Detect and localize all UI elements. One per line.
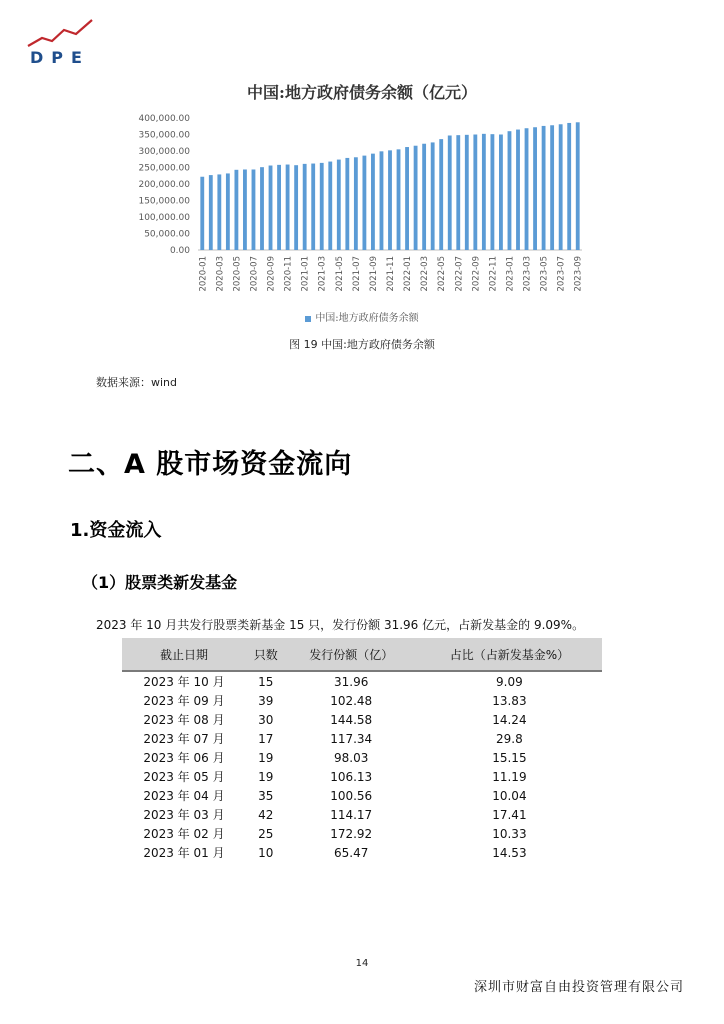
chart-bar-2020-12 <box>294 165 298 250</box>
x-tick-label: 2021-05 <box>334 256 345 292</box>
chart-bar-2020-08 <box>260 167 264 250</box>
cell-share: 13.83 <box>492 693 527 708</box>
chart-bar-2020-03 <box>217 174 221 250</box>
section-heading: 二、A 股市场资金流向 <box>68 449 353 480</box>
cell-amount: 117.34 <box>330 731 373 746</box>
chart-bar-2022-02 <box>414 146 418 250</box>
cell-count: 39 <box>258 693 274 708</box>
cell-date: 2023 年 04 月 <box>143 789 225 803</box>
new-fund-table <box>122 638 602 862</box>
header-issue-amount: 发行份额（亿） <box>286 638 417 671</box>
cell-share: 11.19 <box>492 769 527 784</box>
chart-bar-2020-06 <box>243 169 247 250</box>
page-number: 14 <box>355 958 369 969</box>
y-tick-label: 400,000.00 <box>138 114 190 124</box>
chart-bar-2021-08 <box>362 156 366 250</box>
x-tick-label: 2021-11 <box>386 256 396 292</box>
table-row <box>122 767 602 786</box>
y-tick-label: 200,000.00 <box>138 180 190 190</box>
header-count: 只数 <box>246 638 286 671</box>
chart-bar-2022-09 <box>473 135 477 251</box>
chart-bar-2023-08 <box>567 123 571 250</box>
y-tick-label: 50,000.00 <box>144 229 190 240</box>
chart-bar-2022-06 <box>448 135 452 250</box>
table-row <box>122 824 602 843</box>
header-share: 占比（占新发基金%） <box>417 638 602 671</box>
chart-bar-2020-04 <box>226 173 230 250</box>
cell-count: 19 <box>258 769 274 784</box>
chart-bar-2022-07 <box>456 135 460 250</box>
x-tick-label: 2021-03 <box>317 256 328 292</box>
cell-share: 15.15 <box>492 750 527 765</box>
y-tick-label: 300,000.00 <box>138 147 190 157</box>
x-tick-label: 2020-03 <box>215 255 226 292</box>
x-tick-label: 2022-09 <box>471 256 482 292</box>
chart-bar-2022-01 <box>405 147 409 250</box>
chart-bar-2023-07 <box>559 124 563 250</box>
table-row <box>122 710 602 729</box>
table-row <box>122 691 602 710</box>
y-tick-label: 0.00 <box>169 246 190 256</box>
chart-bar-2021-11 <box>388 150 392 250</box>
x-tick-label: 2023-09 <box>573 256 584 292</box>
cell-count: 10 <box>258 845 274 860</box>
chart-bar-2020-09 <box>269 166 273 250</box>
chart-bar-2023-03 <box>525 128 529 250</box>
debt-bar-chart <box>0 100 724 332</box>
cell-count: 35 <box>258 788 274 803</box>
y-tick-label: 350,000.00 <box>138 130 190 141</box>
cell-date: 2023 年 10 月 <box>143 675 225 689</box>
cell-amount: 31.96 <box>334 674 369 689</box>
x-tick-label: 2020-07 <box>249 256 260 292</box>
logo-trend-line-icon <box>28 20 92 46</box>
cell-amount: 172.92 <box>330 826 373 841</box>
chart-bar-2020-11 <box>286 165 290 250</box>
x-tick-label: 2022-01 <box>403 256 414 292</box>
chart-bar-2021-04 <box>328 162 332 250</box>
cell-amount: 102.48 <box>330 693 373 708</box>
chart-bar-2023-09 <box>576 122 580 250</box>
cell-share: 29.8 <box>496 731 523 746</box>
x-tick-label: 2020-01 <box>198 256 209 292</box>
cell-count: 42 <box>258 807 274 822</box>
cell-share: 17.41 <box>492 807 527 822</box>
cell-count: 15 <box>258 674 274 689</box>
header-date: 截止日期 <box>122 638 246 671</box>
chart-bar-2020-02 <box>209 175 213 250</box>
y-tick-label: 250,000.00 <box>138 163 190 174</box>
x-tick-label: 2023-03 <box>522 256 533 292</box>
chart-bar-2022-10 <box>482 134 486 250</box>
x-tick-label: 2020-09 <box>266 256 277 292</box>
sub-subsection-heading: （1）股票类新发基金 <box>82 573 238 592</box>
chart-bar-2023-05 <box>542 126 546 250</box>
footer-company: 深圳市财富自由投资管理有限公司 <box>473 980 684 995</box>
chart-title: 中国:地方政府债务余额（亿元） <box>247 83 477 102</box>
chart-bar-2023-02 <box>516 130 520 250</box>
chart-bar-2021-06 <box>345 158 349 250</box>
y-tick-label: 100,000.00 <box>138 213 190 223</box>
chart-bar-2023-04 <box>533 127 537 250</box>
cell-date: 2023 年 01 月 <box>143 846 225 860</box>
table-row <box>122 671 602 691</box>
legend-swatch <box>305 316 311 322</box>
cell-date: 2023 年 02 月 <box>143 827 225 841</box>
cell-date: 2023 年 06 月 <box>143 751 225 765</box>
chart-bar-2021-03 <box>320 163 324 250</box>
cell-count: 25 <box>258 826 274 841</box>
x-tick-label: 2020-05 <box>232 256 243 292</box>
cell-amount: 100.56 <box>330 788 373 803</box>
chart-bar-2021-09 <box>371 154 375 250</box>
cell-date: 2023 年 07 月 <box>143 732 225 746</box>
x-tick-label: 2020-11 <box>283 256 294 292</box>
chart-bar-2021-05 <box>337 160 341 250</box>
x-tick-label: 2023-01 <box>505 256 516 292</box>
y-tick-label: 150,000.00 <box>138 196 190 207</box>
x-tick-label: 2021-07 <box>351 256 362 292</box>
x-tick-label: 2023-05 <box>539 256 550 292</box>
table-row <box>122 805 602 824</box>
chart-bar-2022-04 <box>431 142 435 250</box>
cell-share: 10.04 <box>492 788 527 803</box>
chart-bar-2021-07 <box>354 157 358 250</box>
cell-share: 14.53 <box>492 845 527 860</box>
chart-bar-2020-05 <box>234 170 238 250</box>
cell-count: 30 <box>258 712 274 727</box>
cell-date: 2023 年 08 月 <box>143 713 225 727</box>
chart-bar-2021-01 <box>303 164 307 250</box>
cell-count: 17 <box>258 731 274 746</box>
cell-amount: 114.17 <box>330 807 373 822</box>
cell-share: 9.09 <box>496 674 523 689</box>
table-row <box>122 748 602 767</box>
cell-amount: 106.13 <box>330 769 373 784</box>
x-tick-label: 2022-07 <box>454 256 465 292</box>
cell-amount: 144.58 <box>330 712 373 727</box>
chart-bar-2021-10 <box>380 151 384 250</box>
chart-bar-2020-07 <box>252 169 256 250</box>
cell-date: 2023 年 09 月 <box>143 694 225 708</box>
cell-amount: 98.03 <box>334 750 369 765</box>
cell-amount: 65.47 <box>334 845 369 860</box>
chart-bar-2020-10 <box>277 165 281 250</box>
table-row <box>122 729 602 748</box>
table-header-row <box>122 638 602 671</box>
x-tick-label: 2022-03 <box>420 256 431 292</box>
chart-bar-2021-12 <box>397 149 401 250</box>
cell-share: 14.24 <box>492 712 527 727</box>
cell-share: 10.33 <box>492 826 527 841</box>
chart-bar-2020-01 <box>200 177 204 250</box>
table-row <box>122 843 602 862</box>
cell-date: 2023 年 03 月 <box>143 808 225 822</box>
legend-label: 中国:地方政府债务余额 <box>315 313 419 324</box>
logo-text: DPE <box>30 48 90 67</box>
cell-date: 2023 年 05 月 <box>143 770 225 784</box>
chart-bar-2023-01 <box>508 131 512 250</box>
x-tick-label: 2021-09 <box>368 256 379 292</box>
subsection-heading: 1.资金流入 <box>70 520 162 541</box>
x-tick-label: 2022-05 <box>437 256 448 292</box>
chart-legend <box>0 309 724 324</box>
x-tick-label: 2021-01 <box>300 256 311 292</box>
source-note: 数据来源：wind <box>96 376 178 389</box>
cell-count: 19 <box>258 750 274 765</box>
chart-bar-2022-12 <box>499 135 503 251</box>
chart-bar-2022-08 <box>465 135 469 250</box>
chart-bar-2022-05 <box>439 139 443 250</box>
chart-bar-2023-06 <box>550 125 554 250</box>
chart-bar-2021-02 <box>311 164 315 250</box>
table-row <box>122 786 602 805</box>
x-tick-label: 2022-11 <box>488 256 499 292</box>
figure-caption: 图 19 中国:地方政府债务余额 <box>289 338 435 351</box>
summary-paragraph: 2023 年 10 月共发行股票类新基金 15 只，发行份额 31.96 亿元，占新发基金的 9.09%。 <box>96 618 585 632</box>
chart-bar-2022-11 <box>490 134 494 250</box>
x-tick-label: 2023-07 <box>556 256 567 292</box>
chart-bar-2022-03 <box>422 144 426 250</box>
